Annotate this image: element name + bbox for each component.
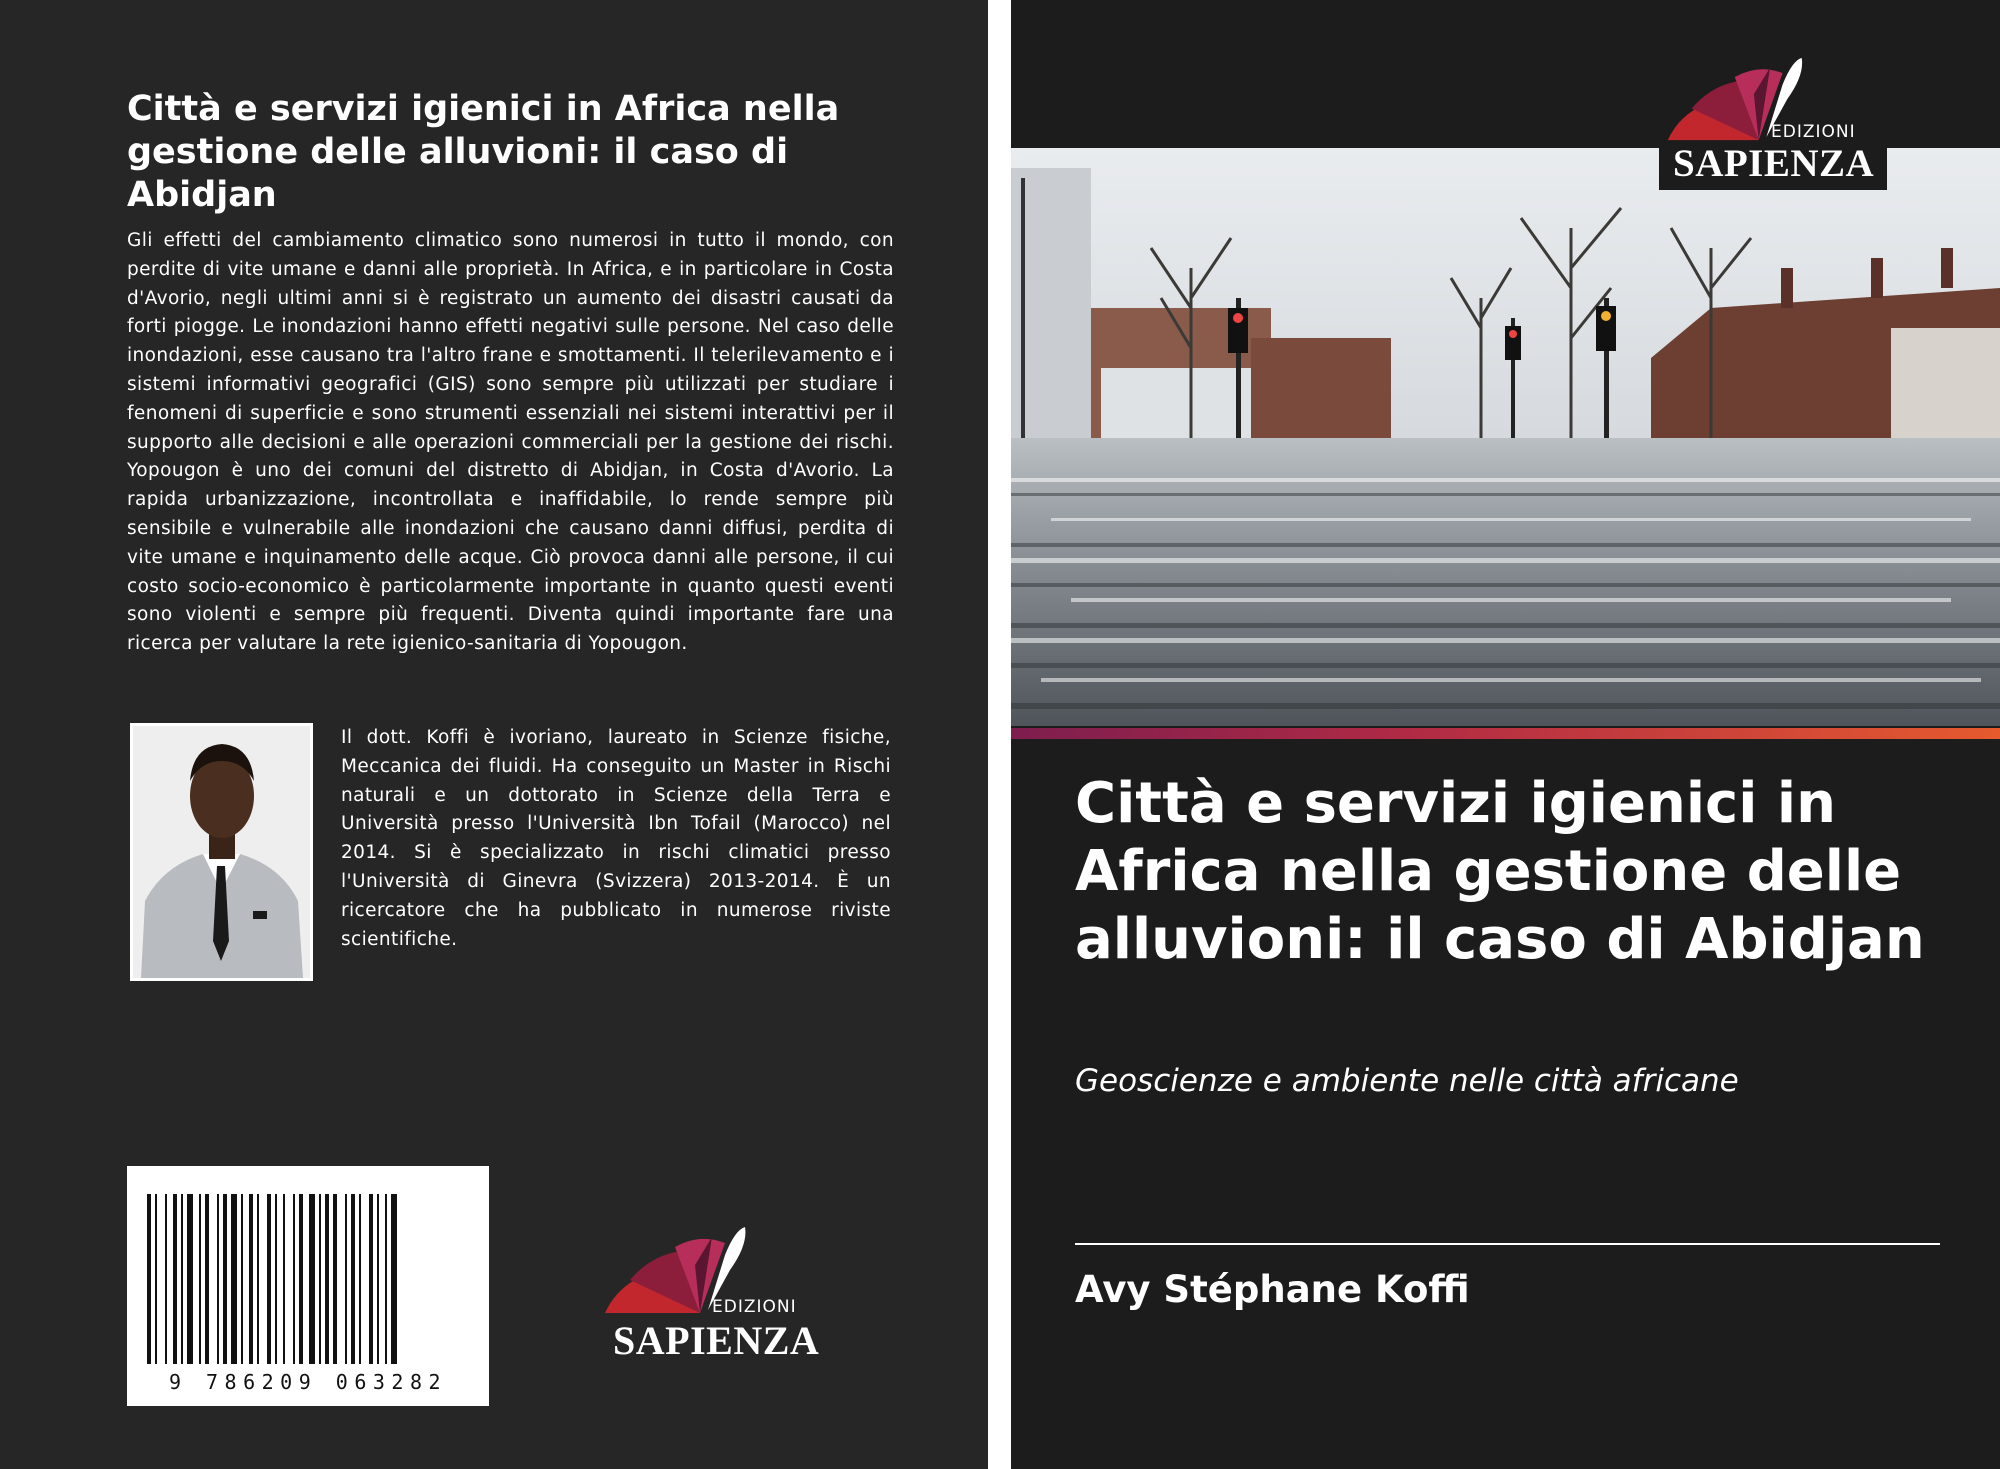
back-cover [0,0,988,1469]
publisher-name: SAPIENZA [1673,142,1875,185]
author-name: Avy Stéphane Koffi [1075,1268,1470,1311]
spine-gap [988,0,1011,1469]
barcode-bar [223,1194,227,1364]
barcode-bar [359,1194,361,1364]
publisher-edizioni-label: EDIZIONI [712,1297,797,1317]
barcode-bar [217,1194,219,1364]
barcode-bar [199,1194,201,1364]
barcode-bar [377,1194,379,1364]
barcode-bar [309,1194,315,1364]
barcode-bar [267,1194,271,1364]
barcode-bar [231,1194,237,1364]
book-blurb: Gli effetti del cambiamento climatico sono numerosi in tutto il mondo, con perdite di vite umane e danni alle proprietà. In Africa, e in particolare in Costa d'Avorio, negli ultimi anni si è registrato un aumento dei disastri causati da forti piogge. Le inondazioni hanno effetti negativi sulle persone. Nel caso delle inondazioni, esse causano tra l'altro frane e smottamenti. Il telerilevamento e i sistemi informativi geografici (GIS) sono sempre più utilizzati per studiare i fenomeni di superficie e sono strumenti essenziali nei sistemi interattivi per il supporto alle decisioni e alle operazioni commerciali per la gestione dei rischi. Yopougon è uno dei comuni del distretto di Abidjan, in Costa d'Avorio. La rapida urbanizzazione, incontrollata e inaffidabile, lo rende sempre più sensibile e vulnerabile alle inondazioni che causano danni diffusi, perdita di vite umane e inquinamento delle acque. Ciò provoca danni alle persone, il cui costo socio-economico è particolarmente importante in quanto questi eventi sono violenti e sempre più frequenti. Diventa quindi importante fare una ricerca per valutare la rete igienico-sanitaria di Yopougon. [127,230,894,655]
barcode-bar [165,1194,167,1364]
barcode-bar [369,1194,373,1364]
front-cover-subtitle: Geoscienze e ambiente nelle città africane [1075,1063,1739,1099]
barcode-bar [293,1194,295,1364]
publisher-logo-box-front [1659,55,1887,190]
isbn-number: 9 786209 063282 [168,1370,448,1394]
author-portrait-icon [133,726,310,978]
author-bio: Il dott. Koffi è ivoriano, laureato in Scienze fisiche, Meccanica dei fluidi. Ha conseguito un Master in Rischi naturali e un dottorato in Scienze della Terra e Università presso l'Università Ibn Tofail (Marocco) nel 2014. Si è specializzato in rischi climatici presso l'Università di Ginevra (Svizzera) 2013-2014. È un ricercatore che ha pubblicato in numerose riviste scientifiche. [341,727,891,950]
barcode-bar [351,1194,355,1364]
barcode-bar [257,1194,259,1364]
divider-rule [1075,1243,1940,1245]
front-cover [1011,0,2000,1469]
publisher-edizioni-label: EDIZIONI [1771,122,1856,142]
barcode-bar [187,1194,193,1364]
flooded-street-photo [1011,148,2000,726]
flooded-street-illustration-icon [1011,148,2000,726]
barcode-bar [283,1194,285,1364]
barcode-bar [241,1194,243,1364]
barcode-bar [249,1194,253,1364]
barcode-bar [181,1194,183,1364]
barcode-bar [325,1194,329,1364]
publisher-logo-front [1663,55,1883,190]
barcode-bar [173,1194,177,1364]
barcode-bar [391,1194,397,1364]
barcode-bar [385,1194,387,1364]
back-cover-title: Città e servizi igienici in Africa nella gestione delle alluvioni: il caso di Abidjan [127,89,840,215]
publisher-logo-back [600,1225,830,1363]
author-photo [130,723,313,981]
barcode-bar [333,1194,337,1364]
barcode-bar [275,1194,277,1364]
barcode-bar [147,1194,151,1364]
barcode-bar [319,1194,321,1364]
barcode-bar [155,1194,157,1364]
barcode-bar [205,1194,209,1364]
barcode-bar [299,1194,303,1364]
accent-bar [1011,728,2000,739]
front-cover-title: Città e servizi igienici in Africa nella gestione delle alluvioni: il caso di Abidjan [1075,771,1925,972]
barcode-bar [345,1194,347,1364]
publisher-name: SAPIENZA [613,1318,820,1363]
isbn-barcode [127,1166,489,1406]
